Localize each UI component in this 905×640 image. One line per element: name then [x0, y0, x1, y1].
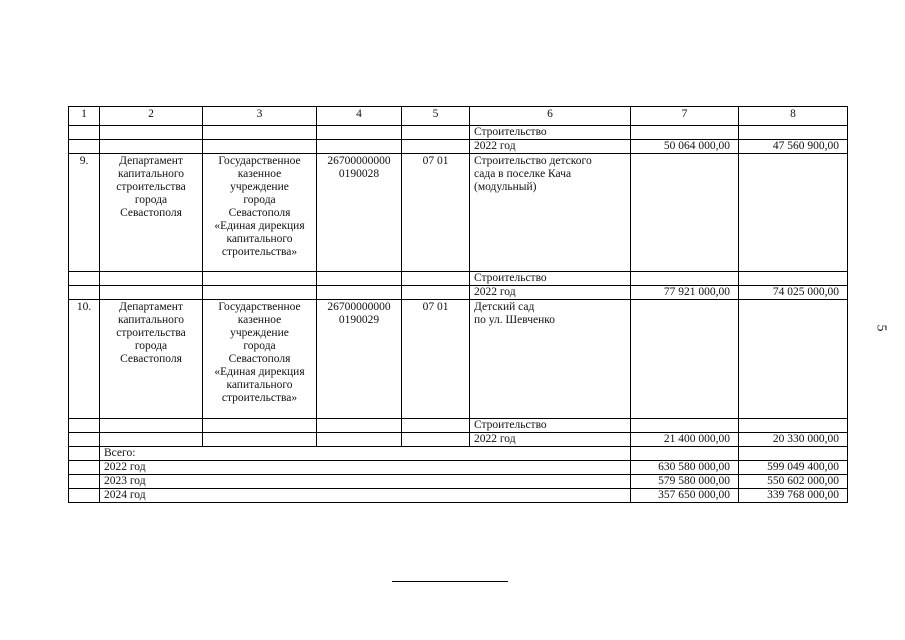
table-row — [69, 433, 848, 447]
code-cell: 26700000000 0190029 — [317, 300, 402, 419]
totals-row — [69, 461, 848, 475]
year-cell: 2022 год — [470, 286, 631, 300]
header-cell: 7 — [631, 107, 739, 126]
department-cell: Департамент капитального строительства города Севастополя — [100, 300, 203, 419]
section-cell: 07 01 — [402, 300, 470, 419]
row-number: 9. — [69, 154, 100, 272]
amount-cell: 77 921 000,00 — [631, 286, 739, 300]
amount-cell: 50 064 000,00 — [631, 140, 739, 154]
header-cell: 2 — [100, 107, 203, 126]
amount-cell: 21 400 000,00 — [631, 433, 739, 447]
header-row — [69, 107, 848, 126]
totals-header-row — [69, 447, 848, 461]
amount-cell: 599 049 400,00 — [739, 461, 848, 475]
table-row — [69, 300, 848, 419]
amount-cell: 47 560 900,00 — [739, 140, 848, 154]
work-type-cell: Строительство — [470, 272, 631, 286]
header-cell: 5 — [402, 107, 470, 126]
budget-table — [68, 106, 848, 503]
year-cell: 2022 год — [470, 140, 631, 154]
page-number: 5 — [873, 324, 889, 332]
footer-divider — [392, 581, 508, 582]
table-row — [69, 154, 848, 272]
amount-cell: 339 768 000,00 — [739, 489, 848, 503]
table-row — [69, 140, 848, 154]
work-type-cell: Строительство — [470, 419, 631, 433]
organization-cell: Государственное казенное учреждение города Севастополя «Единая дирекция капитального строительства» — [203, 300, 317, 419]
header-cell: 6 — [470, 107, 631, 126]
amount-cell: 579 580 000,00 — [631, 475, 739, 489]
table-row — [69, 419, 848, 433]
totals-row — [69, 489, 848, 503]
amount-cell: 357 650 000,00 — [631, 489, 739, 503]
organization-cell: Государственное казенное учреждение города Севастополя «Единая дирекция капитального строительства» — [203, 154, 317, 272]
totals-year: 2024 год — [100, 489, 631, 503]
object-name-cell: Детский сад по ул. Шевченко — [470, 300, 631, 419]
header-cell: 8 — [739, 107, 848, 126]
header-cell: 4 — [317, 107, 402, 126]
header-cell: 1 — [69, 107, 100, 126]
year-cell: 2022 год — [470, 433, 631, 447]
table-row — [69, 126, 848, 140]
amount-cell: 630 580 000,00 — [631, 461, 739, 475]
totals-year: 2023 год — [100, 475, 631, 489]
section-cell: 07 01 — [402, 154, 470, 272]
work-type-cell: Строительство — [470, 126, 631, 140]
code-cell: 26700000000 0190028 — [317, 154, 402, 272]
department-cell: Департамент капитального строительства города Севастополя — [100, 154, 203, 272]
table-row — [69, 286, 848, 300]
header-cell: 3 — [203, 107, 317, 126]
totals-label: Всего: — [100, 447, 631, 461]
totals-row — [69, 475, 848, 489]
amount-cell: 550 602 000,00 — [739, 475, 848, 489]
amount-cell: 20 330 000,00 — [739, 433, 848, 447]
object-name-cell: Строительство детского сада в поселке Кача (модульный) — [470, 154, 631, 272]
totals-year: 2022 год — [100, 461, 631, 475]
amount-cell: 74 025 000,00 — [739, 286, 848, 300]
table-row — [69, 272, 848, 286]
row-number: 10. — [69, 300, 100, 419]
